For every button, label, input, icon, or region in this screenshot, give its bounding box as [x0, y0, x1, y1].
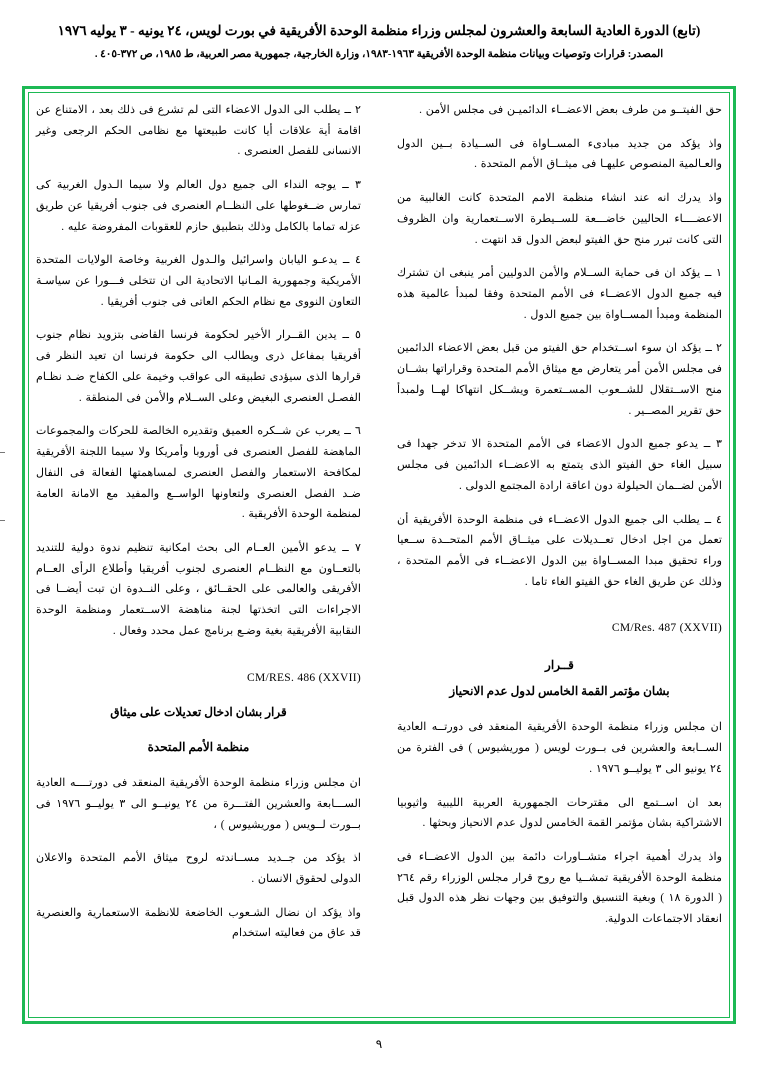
- column-left: [36, 100, 365, 1012]
- document-title: (تابع) الدورة العادية السابعة والعشرون لمجلس وزراء منظمة الوحدة الأفريقية في بورت لويس، ٢٤ يونيه - ٣ يوليه ١٩٧٦: [57, 23, 701, 38]
- paragraph: بعد ان اســتمع الى مقترحات الجمهورية العربية الليبية واثيوبيا الاشتراكية بشان مؤتمر القمة الخامس لدول عدم الانحياز وبحثها .: [397, 796, 722, 830]
- paragraph: واذ يدرك انه عند انشاء منظمة الامم المتحدة كانت الغالبية من الاعضــــاء الحاليين خاضـــعة للســيطرة الاســتعمارية وان الظروف التى كانت تبرر منح حق الفيتو لبعض الدول قد انتهت .: [397, 192, 722, 246]
- paragraph: ٥ ــ يدين القــرار الأخير لحكومة فرنسا القاضى بتزويد نظام جنوب أفريقيا بمفاعل ذرى ويطالب الى حكومة فرنسا ان تعيد النظر فى قرارها الذى سيؤدى تطبيقه الى عواقب وخيمة على الكفاح ضـد نظـام الفصـل العنصرى البغيض وعلى الســلام والأمن فى المنطقة .: [36, 329, 361, 404]
- paragraph: ٧ ــ يدعو الأمين العــام الى بحث امكانية تنظيم ندوة دولية للتنديد بالتعــاون مع النظــام العنصرى لجنوب أفريقيا وأطلاع الرأى العــام الأفريقى والعالمى على الحقــائق ، وعلى النــدوة ان تبت أيضــا فى الاجراءات التى اتخذتها لجنة مناهضة الاســتعمار ومنظمة الوحدة النقابية الأفريقية بغية وضـع برنامج عمل محدد وفعال .: [36, 541, 361, 637]
- paragraph: واذ يؤكد من جديد مبادىء المســاواة فى الســيادة بــين الدول والعـالمية المنصوص عليهـا فى ميثــاق الأمم المتحدة .: [397, 137, 722, 171]
- page-number: ٩: [375, 1037, 383, 1051]
- resolution-id: CM/Res. 487 (XXVII): [611, 622, 722, 635]
- paragraph: واذ يؤكد ان نضال الشـعوب الخاضعة للانظمة الاستعمارية والعنصرية قد عاق من فعاليته استخدام: [36, 906, 361, 940]
- paragraph: ٣ ــ يدعو جميع الدول الاعضاء فى الأمم المتحدة الا تدخر جهدا فى سبيل الغاء حق الفيتو الذى يتمتع به الاعضــاء الدائمين فى مجلس الأمن لضــمان الحيلولة دون اعاقة ارادة المجتمع الدولى .: [397, 438, 722, 492]
- scan-edge-tick: [0, 452, 5, 453]
- resolution-heading: قرار بشان ادخال تعديلات على ميثاق: [110, 704, 287, 719]
- paragraph: ٤ ــ يطلب الى جميع الدول الاعضــاء فى منظمة الوحدة الأفريقية أن تعمل من اجل ادخال تعــديلات على ميثــاق الأمم المتحــدة ســعيا وراء تحقيق مبدا المســاواة بين الدول الاعضــاء فى الأمم المتحدة ، وذلك عن طريق الغاء حق الفيتو الغاء تاما .: [397, 513, 722, 588]
- paragraph: ان مجلس وزراء منظمة الوحدة الأفريقية المنعقد فى دورتــــه العادية الســـابعة والعشرين الفتـــرة من ٢٤ يونيــو الى ٣ يوليــو ١٩٧٦ فى بــورت لــويس ( موريشيوس ) ،: [36, 777, 361, 831]
- resolution-heading: قــرار: [545, 657, 574, 672]
- paragraph: ٦ ــ يعرب عن شــكره العميق وتقديره الخالصة للحركات والمجموعات الماهضة للفصل العنصرى فى أوروبا وأمريكا ولا سيما اللجنة الأفريقية لمكافحة الاستعمار والفصل العنصرى لمساهمتها الفعالة فى النفال ضـد الفصل العنصرى ولتعاونها الواســع والمفيد مع الامانة العامة لمنظمة الوحدة الأفريقية .: [36, 425, 361, 521]
- two-column-body: [36, 100, 722, 1012]
- paragraph: ١ ــ يؤكد ان فى حماية الســلام والأمن الدوليين أمر ينبغى ان تشترك فيه جميع الدول الاعضــاء فى الأمم المتحدة وفقا لمبدأ عالمية هذه المنظمة ومبدأ المســاواة بين جميع الدول .: [397, 267, 722, 321]
- paragraph: ٢ ــ يطلب الى الدول الاعضاء التى لم تشرع فى ذلك بعد ، الامتناع عن اقامة أية علاقات أيا كانت طبيعتها مع نظامى الحكم الرجعى وغير الانسانى للفصل العنصرى .: [36, 104, 361, 158]
- paragraph: ٢ ــ يؤكد ان سوء اســتخدام حق الفيتو من قبل بعض الاعضاء الدائمين فى مجلس الأمن أمر يتعارض مع ميثاق الأمم المتحدة وقراراتها بشــان منح الاســتقلال للشــعوب المســتعمرة ويشــكل انتهاكا لهــا ولمبدأ حق تقرير المصــير .: [397, 342, 722, 417]
- column-right: [393, 100, 722, 1012]
- paragraph: ٤ ــ يدعـو اليابان واسرائيل والـدول الغربية وخاصة الولايات المتحدة الأمريكية وجمهورية المـانيا الاتحادية الى ان تتخلى فـــورا عن سياسـة التعاون النووى مع نظام الحكم العاتى فى جنوب أفريقيا .: [36, 254, 361, 308]
- document-source-note: المصدر: قرارات وتوصيات وبيانات منظمة الوحدة الأفريقية ١٩٦٣-١٩٨٣، وزارة الخارجية، جمهورية مصر العربية، ط ١٩٨٥، ص ٣٧٢-٤٠٥ .: [94, 48, 664, 60]
- paragraph: حق الفيتــو من طرف بعض الاعضــاء الدائميـن فى مجلس الأمن .: [419, 104, 722, 116]
- page-header: [0, 22, 758, 63]
- paragraph: واذ يدرك أهمية اجراء متشــاورات دائمة بين الدول الاعضــاء فى منظمة الوحدة الأفريقية تمشــيا مع روح قرار مجلس الوزراء رقم ٢٦٤ ( الدورة ١٨ ) وبغية التنسيق والتوفيق بين وجهات نظر هذه الدول قبل انعقاد الاجتماعات الدولية.: [397, 850, 722, 926]
- resolution-id: CM/RES. 486 (XXVII): [247, 671, 361, 684]
- paragraph: ٣ ــ يوجه النداء الى جميع دول العالم ولا سيما الـدول الغربية كى تمارس ضــغوطها على النظــام العنصرى فى جنوب أفريقيا عن طريق عزله تماما بالكامل وذلك بتطبيق حازم للعقوبات المفروضة عليه .: [36, 179, 361, 233]
- resolution-subheading: بشان مؤتمر القمة الخامس لدول عدم الانحياز: [449, 684, 670, 699]
- resolution-subheading: منظمة الأمم المتحدة: [147, 739, 250, 754]
- paragraph: ان مجلس وزراء منظمة الوحدة الأفريقية المنعقد فى دورتــه العادية الســابعة والعشرين فى بــورت لويس ( موريشيوس ) فى الفترة من ٢٤ يونيو الى ٣ يوليــو ١٩٧٦ .: [397, 721, 722, 775]
- scan-edge-tick: [0, 520, 5, 521]
- paragraph: اذ يؤكد من جــديد مســاندته لروح ميثاق الأمم المتحدة والاعلان الدولى لحقوق الانسان .: [36, 852, 361, 886]
